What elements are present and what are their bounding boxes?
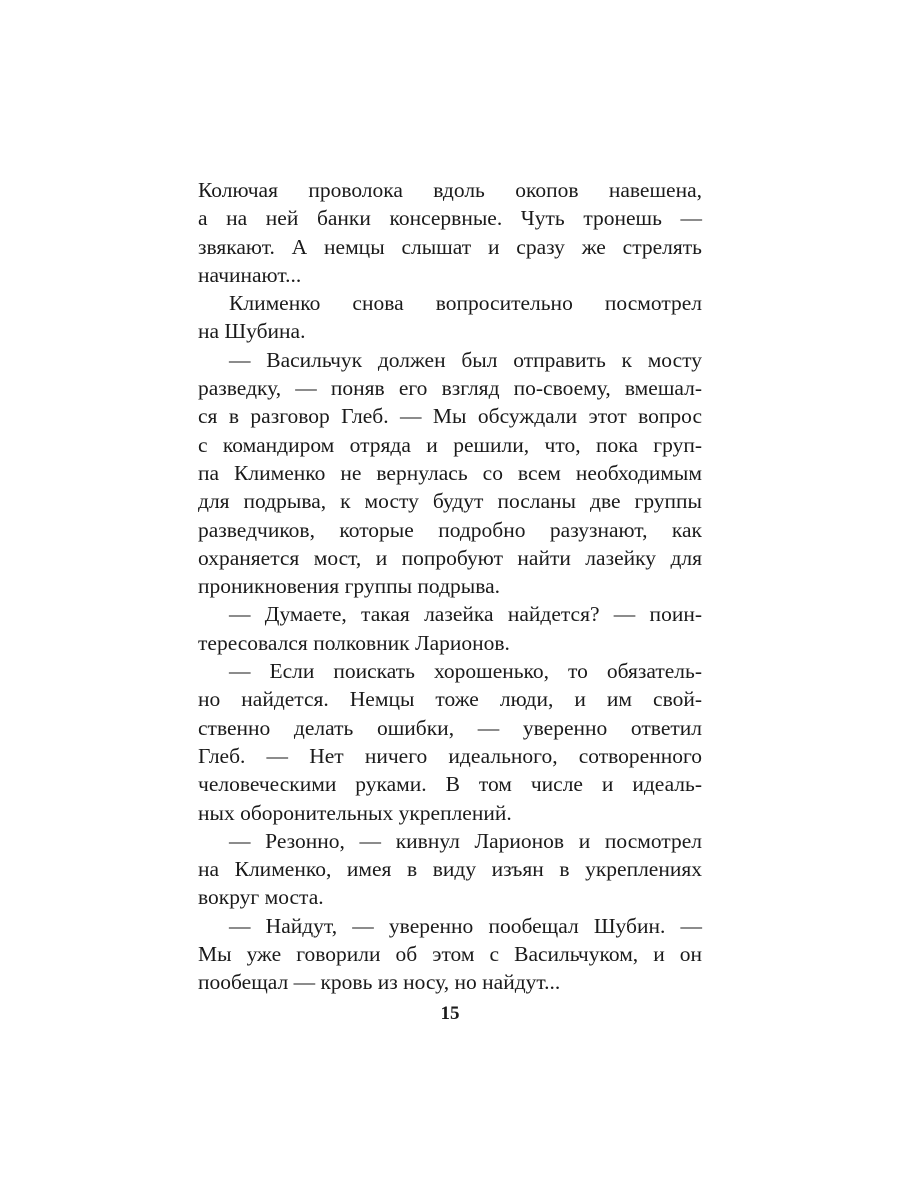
text-line: охраняется мост, и попробуют найти лазейку для — [198, 545, 702, 570]
text-line: а на ней банки консервные. Чуть тронешь — — [198, 206, 702, 231]
text-line: Глеб. — Нет ничего идеального, сотворенного — [198, 743, 702, 768]
text-line: — Васильчук должен был отправить к мосту — [229, 347, 702, 372]
text-line: па Клименко не вернулась со всем необходимым — [198, 460, 702, 485]
text-line: человеческими руками. В том числе и идеаль- — [198, 772, 702, 797]
text-line: начинают... — [198, 262, 302, 287]
text-line: звякают. А немцы слышат и сразу же стрелять — [198, 234, 702, 259]
text-line: вокруг моста. — [198, 885, 324, 910]
page-number: 15 — [440, 1003, 460, 1024]
text-line: на Клименко, имея в виду изъян в укреплениях — [198, 857, 702, 882]
text-line: тересовался полковник Ларионов. — [198, 630, 510, 655]
text-line: разведку, — поняв его взгляд по-своему, вмешал- — [198, 376, 702, 401]
text-line: — Если поискать хорошенько, то обязатель- — [229, 659, 702, 684]
text-line: но найдется. Немцы тоже люди, и им свой- — [198, 687, 702, 712]
text-line: пообещал — кровь из носу, но найдут... — [198, 970, 561, 995]
text-line: Колючая проволока вдоль окопов навешена, — [198, 178, 702, 202]
text-line: на Шубина. — [198, 319, 306, 344]
body-text — [198, 176, 702, 997]
text-line: Клименко снова вопросительно посмотрел — [229, 291, 702, 316]
text-line: ся в разговор Глеб. — Мы обсуждали этот вопрос — [198, 404, 702, 429]
text-line: с командиром отряда и решили, что, пока груп- — [198, 432, 702, 457]
text-line: ственно делать ошибки, — уверенно ответил — [198, 715, 702, 740]
text-line: — Думаете, такая лазейка найдется? — поин- — [229, 602, 702, 627]
text-line: проникновения группы подрыва. — [198, 574, 500, 599]
text-line: разведчиков, которые подробно разузнают, как — [198, 517, 702, 542]
text-line: ных оборонительных укреплений. — [198, 800, 512, 825]
text-line: для подрыва, к мосту будут посланы две группы — [198, 489, 702, 514]
text-line: Мы уже говорили об этом с Васильчуком, и он — [198, 942, 702, 967]
text-line: — Найдут, — уверенно пообещал Шубин. — — [229, 913, 702, 938]
text-line: — Резонно, — кивнул Ларионов и посмотрел — [229, 828, 702, 853]
